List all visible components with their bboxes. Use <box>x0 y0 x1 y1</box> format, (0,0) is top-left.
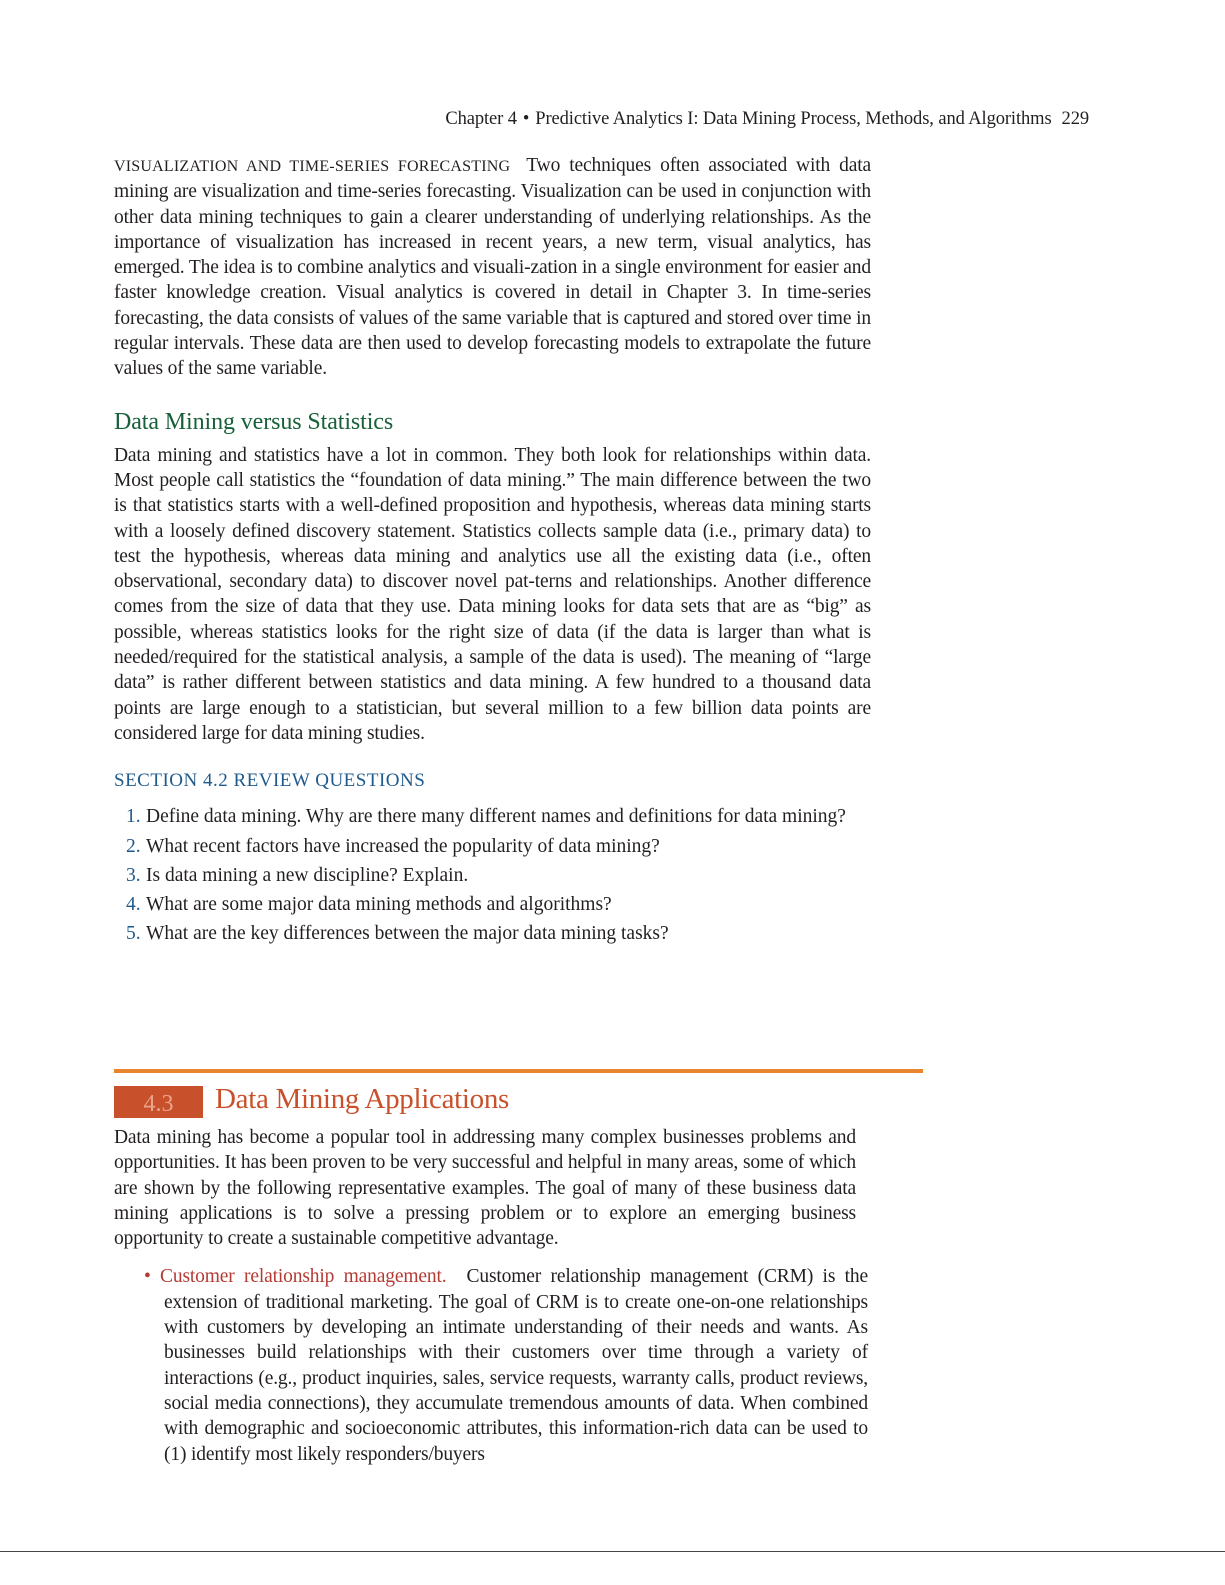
section-4-3-body <box>114 1125 868 1467</box>
question-number: 2. <box>126 835 141 857</box>
bullet-label: Customer relationship management. <box>160 1266 447 1288</box>
statistics-heading: Data Mining versus Statistics <box>114 408 394 435</box>
section-divider-rule <box>114 1069 923 1073</box>
section-title: Data Mining Applications <box>215 1083 510 1115</box>
question-text: What recent factors have increased the popularity of data mining? <box>146 835 660 857</box>
question-number: 5. <box>126 923 141 945</box>
question-text: Define data mining. Why are there many different names and definitions for data mining? <box>146 806 846 828</box>
main-text-column <box>114 153 871 951</box>
question-number: 1. <box>126 806 141 828</box>
question-text: What are some major data mining methods and algorithms? <box>146 894 612 916</box>
review-question <box>126 804 854 829</box>
review-questions-list <box>114 804 854 946</box>
question-text: What are the key differences between the major data mining tasks? <box>146 923 669 945</box>
bullet-item-crm <box>144 1264 868 1466</box>
review-question <box>126 892 854 917</box>
running-head-title: Predictive Analytics I: Data Mining Process, Methods, and Algorithms <box>535 109 1052 129</box>
statistics-paragraph: Data mining and statistics have a lot in common. They both look for relationships within data. Most people call statistics the “foundation of data mining.” The main difference between the two is that statistics starts with a well-defined proposition and hypothesis, whereas data mining starts with a loosely defined discovery statement. Statistics collects sample data (i.e., primary data) to test the hypothesis, whereas data mining and analytics use all the existing data (i.e., often observational, secondary data) to discover novel pat-terns and relationships. Another difference comes from the size of data that they use. Data mining looks for data sets that are as “big” as possible, whereas statistics looks for the right size of data (if the data is larger than what is needed/required for the statistical analysis, a sample of the data is used). The meaning of “large data” is rather different between statistics and data mining. A few hundred to a thousand data points are large enough to a statistician, but several million to a few billion data points are considered large for data mining studies. <box>114 444 871 744</box>
review-questions-heading: SECTION 4.2 REVIEW QUESTIONS <box>114 770 426 792</box>
question-number: 4. <box>126 894 141 916</box>
question-number: 3. <box>126 864 141 886</box>
page-number: 229 <box>1061 109 1089 129</box>
section-number-badge: 4.3 <box>114 1086 203 1118</box>
review-question <box>126 834 854 859</box>
review-question <box>126 921 854 946</box>
review-question <box>126 863 854 888</box>
bullet-text: Customer relationship management (CRM) is the extension of traditional marketing. The goal of CRM is to create one-on-one relationships with customers by developing an intimate understanding of their needs and wants. As businesses build relationships with their customers over time through a variety of interactions (e.g., product inquiries, sales, service requests, warranty calls, product reviews, social media connections), they accumulate tremendous amounts of data. When combined with demographic and socioeconomic attributes, this information-rich data can be used to (1) identify most likely responders/buyers <box>164 1266 868 1465</box>
bullet-marker: • <box>144 1266 151 1288</box>
page-bottom-rule <box>0 1551 1225 1552</box>
bullet-list <box>144 1264 868 1466</box>
question-text: Is data mining a new discipline? Explain. <box>146 864 469 886</box>
visualization-body: Two techniques often associated with data mining are visualization and time-series forecasting. Visualization can be used in conjunction with other data mining techniques to gain a clearer understanding of underlying relationships. As the importance of visualization has increased in recent years, a new term, visual analytics, has emerged. The idea is to combine analytics and visuali-zation in a single environment for easier and faster knowledge creation. Visual analytics is covered in detail in Chapter 3. In time-series forecasting, the data consists of values of the same variable that is captured and stored over time in regular intervals. These data are then used to develop forecasting models to extrapolate the future values of the same variable. <box>114 155 871 380</box>
visualization-runin-heading: VISUALIZATION AND TIME-SERIES FORECASTING <box>114 158 511 175</box>
visualization-paragraph <box>114 153 871 382</box>
running-head <box>445 109 1089 130</box>
running-head-chapter: Chapter 4 <box>445 109 517 129</box>
applications-intro-paragraph: Data mining has become a popular tool in addressing many complex businesses problems and opportunities. It has been proven to be very successful and helpful in many areas, some of which are shown by the following representative examples. The goal of many of these business data mining applications is to solve a pressing problem or to explore an emerging business opportunity to create a sustainable competitive advantage. <box>114 1127 856 1250</box>
running-head-separator: • <box>522 109 530 129</box>
